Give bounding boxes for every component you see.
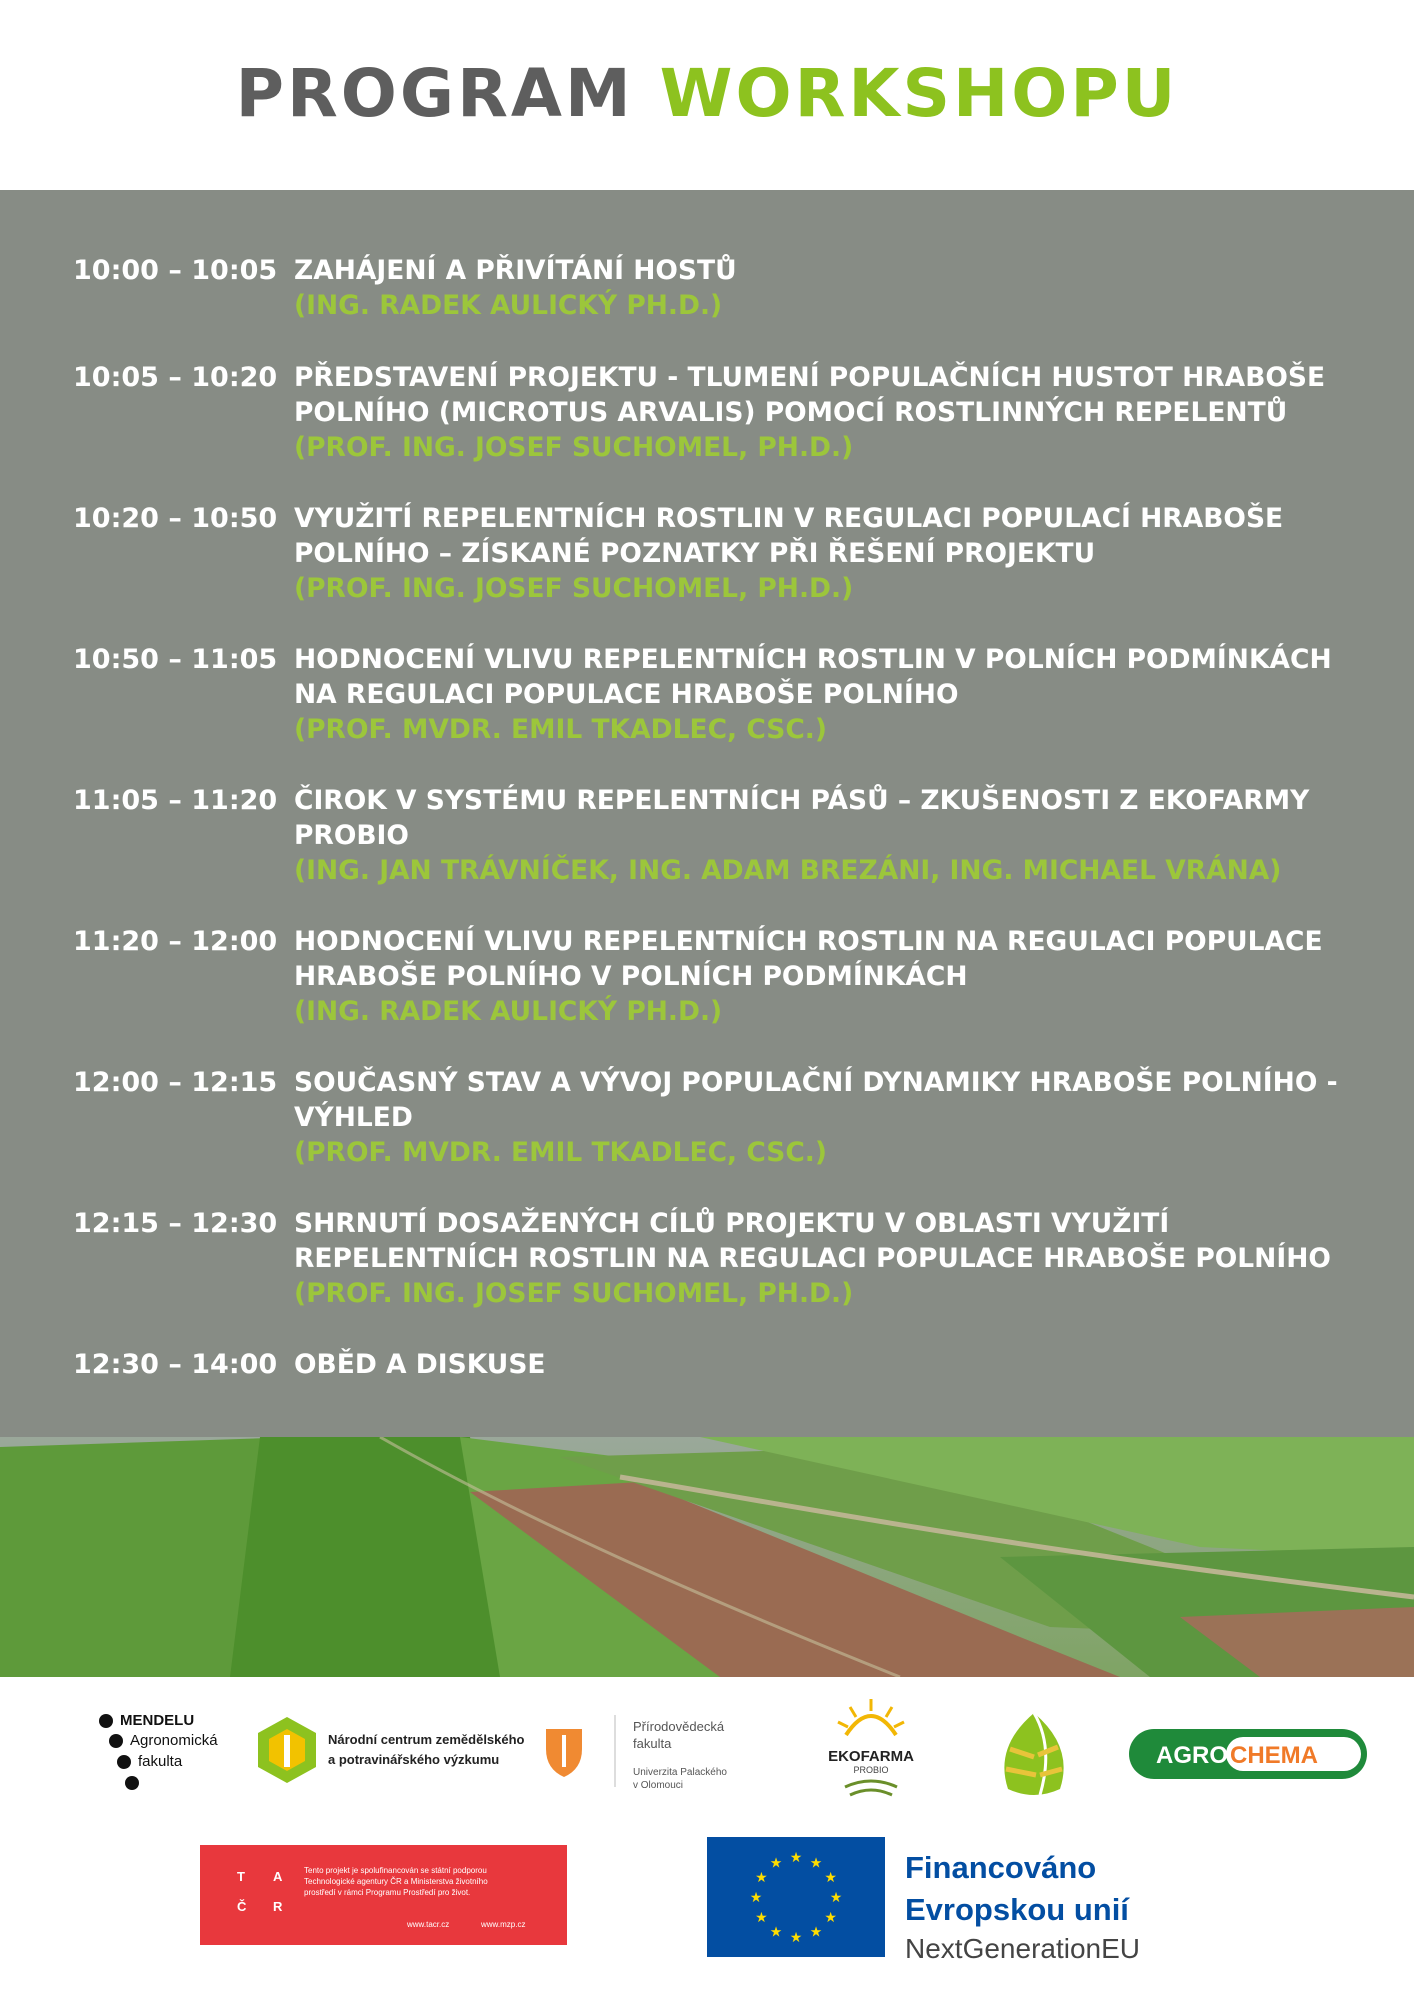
agenda-title-line: HRABOŠE POLNÍHO V POLNÍCH PODMÍNKÁCH <box>294 961 968 992</box>
ekofarma-sub: PROBIO <box>853 1765 889 1775</box>
eu-logo <box>707 1837 1140 1964</box>
tacr-logo <box>200 1845 567 1945</box>
agrochema-part1: AGRO <box>1156 1742 1228 1769</box>
partner-logos <box>0 1677 1414 2000</box>
eu-star-icon: ★ <box>789 1850 803 1866</box>
agenda-title-line: SOUČASNÝ STAV A VÝVOJ POPULAČNÍ DYNAMIKY HRABOŠE POLNÍHO - <box>294 1067 1338 1098</box>
agenda-title-line: POLNÍHO (MICROTUS ARVALIS) POMOCÍ ROSTLINNÝCH REPELENTŮ <box>294 397 1288 428</box>
upol-line3: Univerzita Palackého <box>633 1767 727 1778</box>
leaf-logo <box>1004 1713 1063 1795</box>
title-part-program: PROGRAM <box>235 55 634 132</box>
tacr-letter-t: T <box>237 1869 245 1884</box>
ekofarma-logo <box>828 1699 914 1795</box>
eu-star-icon: ★ <box>809 1924 823 1941</box>
nczv-logo <box>258 1717 525 1783</box>
agenda-text <box>294 642 1374 747</box>
agenda-speaker: (PROF. MVDR. EMIL TKADLEC, CSC.) <box>294 714 827 745</box>
tacr-text-3: prostředí v rámci Programu Prostředí pro život. <box>304 1888 471 1897</box>
agenda-speaker: (PROF. ING. JOSEF SUCHOMEL, PH.D.) <box>294 432 854 463</box>
mendelu-line3: fakulta <box>138 1753 183 1770</box>
agenda-speaker: (PROF. ING. JOSEF SUCHOMEL, PH.D.) <box>294 573 854 604</box>
agenda-title-line: HODNOCENÍ VLIVU REPELENTNÍCH ROSTLIN NA REGULACI POPULACE <box>294 926 1323 957</box>
agenda-title-line: PROBIO <box>294 820 409 851</box>
agenda-title-line: POLNÍHO – ZÍSKANÉ POZNATKY PŘI ŘEŠENÍ PROJEKTU <box>294 538 1096 569</box>
eu-star-icon: ★ <box>769 1924 783 1941</box>
tacr-text-1: Tento projekt je spolufinancován se státní podporou <box>304 1866 487 1875</box>
eu-star-icon: ★ <box>829 1890 843 1906</box>
agenda-time: 10:00 – 10:05 <box>73 255 278 286</box>
agenda-time: 10:50 – 11:05 <box>73 644 278 675</box>
agenda-speaker: (PROF. MVDR. EMIL TKADLEC, CSC.) <box>294 1137 827 1168</box>
eu-star-icon: ★ <box>755 1870 768 1886</box>
agenda-text <box>294 1065 1374 1170</box>
fields-illustration <box>0 1437 1414 1677</box>
agrochema-logo <box>1129 1729 1367 1779</box>
agenda-title-line: NA REGULACI POPULACE HRABOŠE POLNÍHO <box>294 679 959 710</box>
ekofarma-name: EKOFARMA <box>828 1748 914 1765</box>
eu-line3: NextGenerationEU <box>905 1933 1141 1964</box>
nczv-line1: Národní centrum zemědělského <box>328 1732 525 1747</box>
agrochema-part2: CHEMA <box>1230 1742 1318 1769</box>
agenda-text <box>294 253 1374 323</box>
logos-svg <box>0 1677 1414 2000</box>
agenda-text <box>294 783 1374 888</box>
agenda-text <box>294 360 1374 465</box>
title-part-workshopu: WORKSHOPU <box>659 55 1179 132</box>
agenda-title-line: SHRNUTÍ DOSAŽENÝCH CÍLŮ PROJEKTU V OBLASTI VYUŽITÍ <box>294 1208 1170 1239</box>
eu-star-icon: ★ <box>749 1890 763 1906</box>
mendelu-line1: MENDELU <box>120 1712 195 1729</box>
tacr-letter-c: Č <box>237 1899 247 1914</box>
eu-line1: Financováno <box>905 1850 1097 1885</box>
agenda-title-line: PŘEDSTAVENÍ PROJEKTU - TLUMENÍ POPULAČNÍCH HUSTOT HRABOŠE <box>294 362 1326 393</box>
agenda-text <box>294 501 1374 606</box>
agenda-text <box>294 1347 1374 1382</box>
tacr-url-2: www.mzp.cz <box>481 1920 526 1929</box>
tacr-letter-r: R <box>273 1899 283 1914</box>
agenda-speaker: (ING. JAN TRÁVNÍČEK, ING. ADAM BREZÁNI, ING. MICHAEL VRÁNA) <box>294 855 1282 886</box>
agenda-title-line: HODNOCENÍ VLIVU REPELENTNÍCH ROSTLIN V POLNÍCH PODMÍNKÁCH <box>294 644 1332 675</box>
upol-line1: Přírodovědecká <box>633 1719 725 1734</box>
agenda-text <box>294 924 1374 1029</box>
agenda-title-line: ZAHÁJENÍ A PŘIVÍTÁNÍ HOSTŮ <box>294 255 737 286</box>
upol-line2: fakulta <box>633 1736 672 1751</box>
nczv-line2: a potravinářského výzkumu <box>328 1752 500 1767</box>
fields-photo <box>0 1437 1414 1677</box>
page-title <box>0 55 1414 132</box>
agenda-time: 12:15 – 12:30 <box>73 1208 278 1239</box>
eu-line2: Evropskou unií <box>905 1892 1129 1927</box>
mendelu-line2: Agronomická <box>130 1732 218 1749</box>
agenda-title-line: VÝHLED <box>294 1102 413 1133</box>
eu-star-icon: ★ <box>769 1855 783 1872</box>
upol-line4: v Olomouci <box>633 1780 684 1791</box>
eu-star-icon: ★ <box>824 1870 837 1886</box>
tacr-text-2: Technologické agentury ČR a Ministerstva životního <box>304 1877 488 1886</box>
agenda-title-line: ČIROK V SYSTÉMU REPELENTNÍCH PÁSŮ – ZKUŠENOSTI Z EKOFARMY <box>294 785 1310 816</box>
agenda-time: 12:00 – 12:15 <box>73 1067 278 1098</box>
tacr-url-1: www.tacr.cz <box>407 1920 450 1929</box>
eu-star-icon: ★ <box>755 1910 768 1926</box>
agenda-time: 10:05 – 10:20 <box>73 362 278 393</box>
agenda-title-line: VYUŽITÍ REPELENTNÍCH ROSTLIN V REGULACI POPULACÍ HRABOŠE <box>294 503 1284 534</box>
agenda-title-line: OBĚD A DISKUSE <box>294 1349 546 1380</box>
eu-star-icon: ★ <box>789 1930 803 1946</box>
agenda-title-line: REPELENTNÍCH ROSTLIN NA REGULACI POPULACE HRABOŠE POLNÍHO <box>294 1243 1331 1274</box>
agenda-panel <box>0 190 1414 1437</box>
agenda-time: 10:20 – 10:50 <box>73 503 278 534</box>
agenda-time: 11:20 – 12:00 <box>73 926 278 957</box>
agenda-time: 11:05 – 11:20 <box>73 785 278 816</box>
eu-star-icon: ★ <box>824 1910 837 1926</box>
eu-star-icon: ★ <box>809 1855 823 1872</box>
agenda-text <box>294 1206 1374 1311</box>
agenda-speaker: (PROF. ING. JOSEF SUCHOMEL, PH.D.) <box>294 1278 854 1309</box>
agenda-time: 12:30 – 14:00 <box>73 1349 278 1380</box>
agenda-speaker: (ING. RADEK AULICKÝ PH.D.) <box>294 290 723 321</box>
tacr-letter-a: A <box>273 1869 283 1884</box>
agenda-speaker: (ING. RADEK AULICKÝ PH.D.) <box>294 996 723 1027</box>
upol-logo <box>546 1715 727 1791</box>
mendelu-logo <box>99 1712 218 1790</box>
